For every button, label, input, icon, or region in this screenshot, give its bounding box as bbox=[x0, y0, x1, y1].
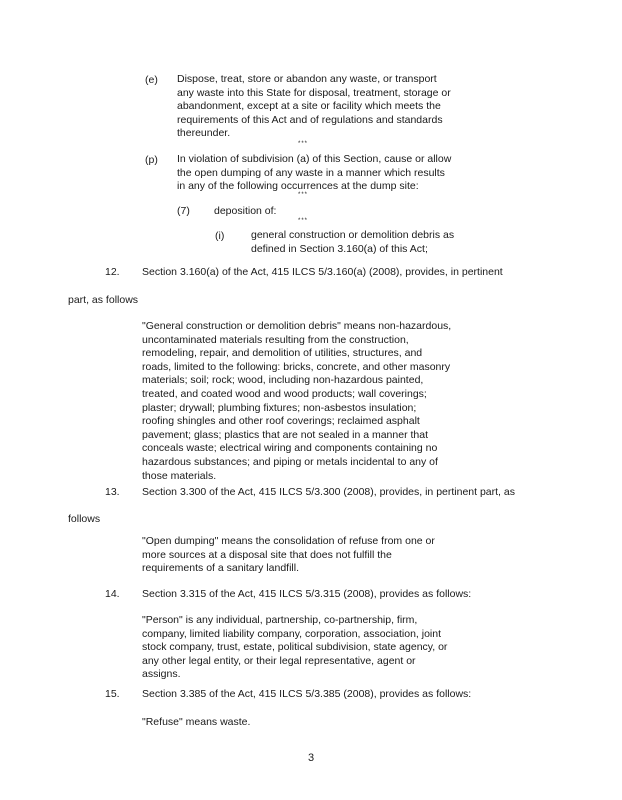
paragraph-14-first-line: Section 3.315 of the Act, 415 ILCS 5/3.315 (2008), provides as follows: bbox=[142, 588, 472, 600]
paragraph-12-quote: "General construction or demolition debris" means non-hazardous, uncontaminated materials resulting from the construction, remodeling, repair, and demolition of utilities, structures, and roads, limited to the following: bricks, concrete, and other masonry materials; soil; rock; wood, including non-hazardous painted, treated, and coated wood and wood products; wall coverings; plaster; drywall; plumbing fixtures; non-asbestos insulation; roofing shingles and other roof coverings; reclaimed asphalt pavement; glass; plastics that are not sealed in a manner that conceals waste; electrical wiring and components containing no hazardous substances; and piping or metals incidental to any of those materials. bbox=[142, 320, 452, 482]
paragraph-13-continuation: follows bbox=[68, 513, 101, 525]
paragraph-15-quote: "Refuse" means waste. bbox=[142, 716, 251, 728]
paragraph-13-quote: "Open dumping" means the consolidation of refuse from one or more sources at a disposal site that does not fulfill the requirements of a sanitary landfill. bbox=[142, 535, 435, 575]
paragraph-14-quote: "Person" is any individual, partnership, co-partnership, firm, company, limited liability company, corporation, association, joint stock company, trust, estate, political subdivision, state agency, or any other legal entity, or their legal representative, agent or assigns. bbox=[142, 614, 448, 681]
item-p-text: In violation of subdivision (a) of this Section, cause or allow the open dumping of any waste in a manner which results in any of the following occurrences at the dump site: bbox=[177, 153, 452, 193]
item-7-text: deposition of: bbox=[214, 205, 277, 217]
paragraph-14-number: 14. bbox=[105, 588, 120, 600]
item-p-label: (p) bbox=[145, 154, 158, 166]
item-7-label: (7) bbox=[177, 205, 190, 217]
paragraph-13-number: 13. bbox=[105, 486, 120, 498]
paragraph-12-first-line: Section 3.160(a) of the Act, 415 ILCS 5/3.160(a) (2008), provides, in pertinent bbox=[142, 266, 503, 278]
ellipsis-3: *** bbox=[298, 218, 309, 224]
paragraph-13-first-line: Section 3.300 of the Act, 415 ILCS 5/3.300 (2008), provides, in pertinent part, as bbox=[142, 486, 515, 498]
page-number: 3 bbox=[307, 752, 315, 764]
item-e-text: Dispose, treat, store or abandon any waste, or transport any waste into this State for disposal, treatment, storage or abandonment, except at a site or facility which meets the requirements of this Act and of regulations and standards thereunder. bbox=[177, 73, 451, 140]
paragraph-15-number: 15. bbox=[105, 688, 120, 700]
paragraph-12-number: 12. bbox=[105, 266, 120, 278]
paragraph-12-continuation: part, as follows bbox=[68, 294, 139, 306]
item-i-label: (i) bbox=[215, 230, 225, 242]
item-e-label: (e) bbox=[145, 74, 158, 86]
ellipsis-1: *** bbox=[298, 141, 309, 147]
ellipsis-2: *** bbox=[298, 192, 309, 198]
paragraph-15-first-line: Section 3.385 of the Act, 415 ILCS 5/3.385 (2008), provides as follows: bbox=[142, 688, 472, 700]
item-i-text: general construction or demolition debris as defined in Section 3.160(a) of this Act; bbox=[251, 229, 455, 255]
